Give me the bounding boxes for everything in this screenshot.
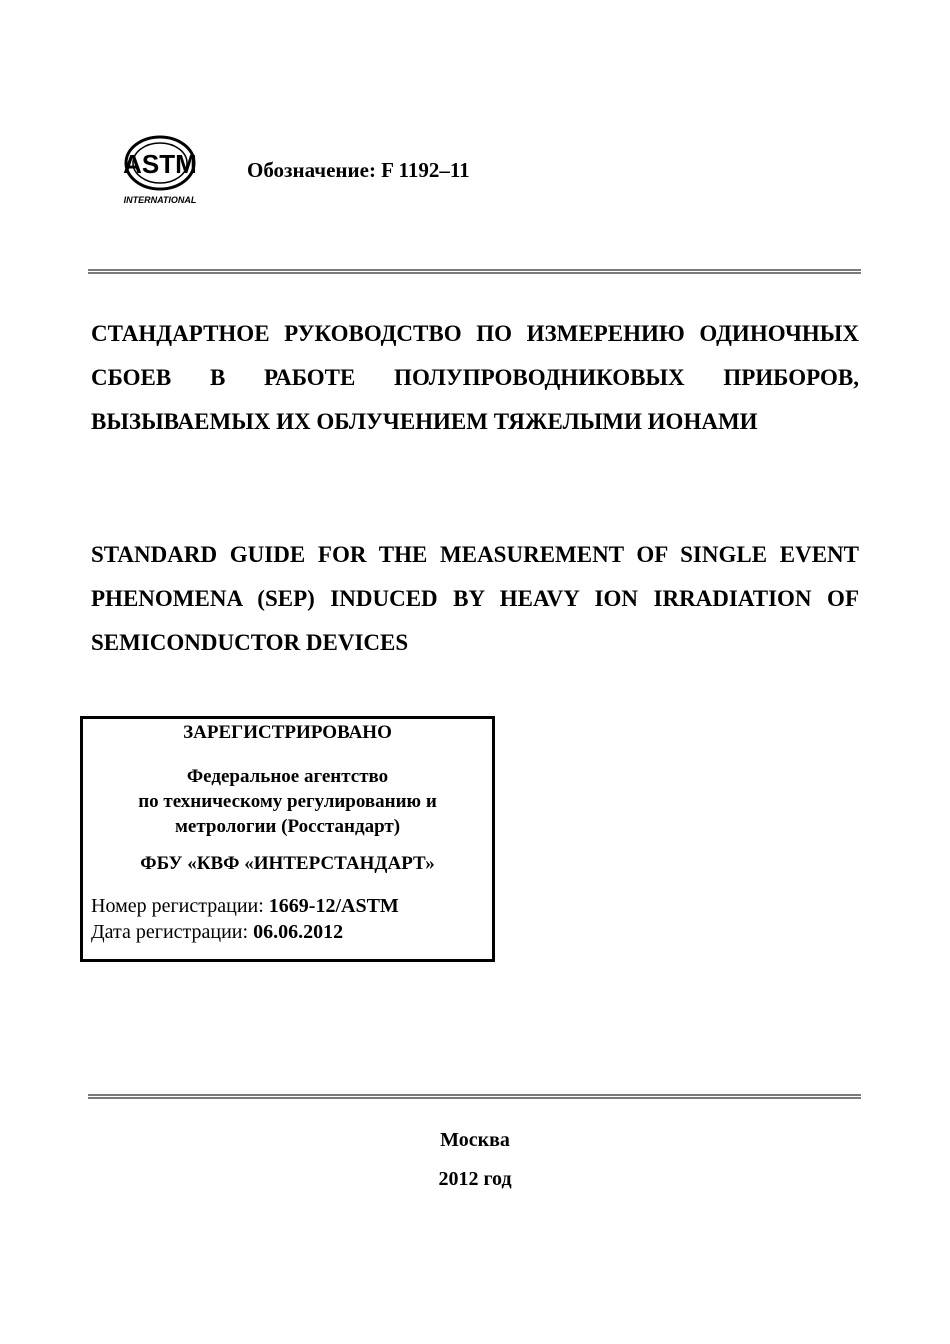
registration-date-label: Дата регистрации: [91, 921, 254, 943]
bottom-divider [88, 1094, 861, 1099]
registration-stamp [80, 716, 495, 962]
registration-number-value: 1669-12/ASTM [268, 895, 399, 917]
title-english: STANDARD GUIDE FOR THE MEASUREMENT OF SINGLE EVENT PHENOMENA (SEP) INDUCED BY HEAVY ION IRRADIATION OF SEMICONDUCTOR DEVICES [91, 542, 859, 655]
logo-subtext: INTERNATIONAL [123, 195, 197, 205]
top-divider [88, 269, 861, 274]
astm-logo-icon [116, 133, 204, 207]
registration-organization: ФБУ «КВФ «ИНТЕРСТАНДАРТ» [140, 853, 435, 874]
designation: Обозначение: F 1192–11 [247, 158, 470, 182]
year: 2012 год [438, 1168, 512, 1190]
astm-logo [116, 133, 204, 207]
registration-number-label: Номер регистрации: [91, 895, 269, 917]
registration-heading: ЗАРЕГИСТРИРОВАНО [183, 722, 392, 743]
registration-agency [83, 764, 492, 839]
city: Москва [440, 1129, 510, 1151]
agency-line: метрологии (Росстандарт) [174, 816, 401, 837]
registration-date-value: 06.06.2012 [253, 921, 344, 943]
registration-date [91, 921, 343, 944]
registration-number [91, 895, 399, 918]
title-russian: СТАНДАРТНОЕ РУКОВОДСТВО ПО ИЗМЕРЕНИЮ ОДИНОЧНЫХ СБОЕВ В РАБОТЕ ПОЛУПРОВОДНИКОВЫХ ПРИБОРОВ, ВЫЗЫВАЕМЫХ ИХ ОБЛУЧЕНИЕМ ТЯЖЕЛЫМИ ИОНАМИ [91, 321, 859, 434]
agency-line: по техническому регулированию и [138, 791, 437, 812]
logo-text: ASTM [123, 149, 197, 179]
agency-line: Федеральное агентство [186, 766, 389, 787]
